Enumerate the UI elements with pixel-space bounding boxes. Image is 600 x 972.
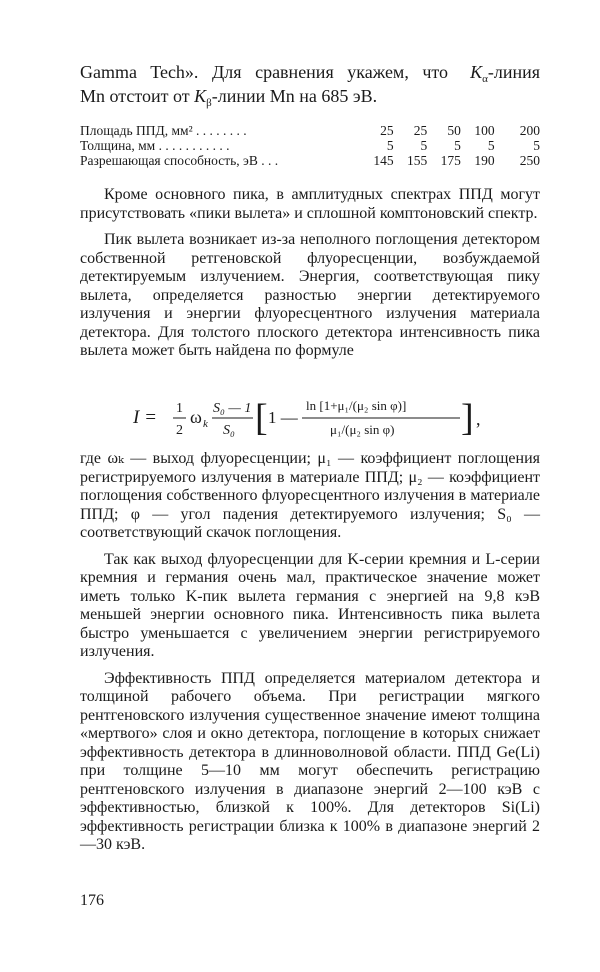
table-cell: 5 [420,138,428,153]
table-cell: 5 [454,138,461,153]
table-cell: 190 [474,153,495,168]
row-label: Разрешающая способность, эВ . . . [80,153,279,168]
table-cell: 200 [519,123,540,138]
table-cell: 250 [519,153,540,168]
row-label: Толщина, мм . . . . . . . . . . . [80,138,230,153]
body-text [80,186,540,361]
s-numerator: S₀ — 1 [213,401,252,416]
table-row [80,153,540,168]
table-row [80,123,540,138]
ln-numerator: ln [1+μ₁/(μ₂ sin φ)] [306,398,407,413]
intro-line-2-end: -линии Mn на 685 эВ. [211,86,378,106]
left-bracket: [ [255,397,268,439]
intro-line-1-end: -линия [487,62,540,82]
k-letter-2: K [194,86,207,106]
formula-svg [80,392,540,444]
table-cell: 175 [440,153,461,168]
omega-symbol: ω [190,407,202,427]
s-denominator: S₀ [223,423,235,438]
intro-line-2 [80,84,540,108]
intro-line-2-start: Mn отстоит от [80,86,190,106]
table-cell: 50 [447,123,461,138]
table-cell: 25 [380,123,394,138]
page-number: 176 [80,892,104,909]
table-cell: 155 [407,153,428,168]
body-text-2 [80,450,540,855]
alpha-subscript: α [482,73,488,85]
escape-peak-formula [80,392,540,444]
table-cell: 100 [474,123,495,138]
paragraph-fluorescence-yield: Так как выход флуоресценции для K-серии кремния и L-серии кремния и германия очень мал, практическое значение может иметь только K-пик вылета германия с энергией на 9,8 кэВ меньшей энергии основного пика. Интенсивность пика вылета быстро уменьшается с увеличением энергии регистрируемого излучения. [80,550,540,660]
table-cell: 25 [413,123,428,138]
table-cell: 5 [386,138,394,153]
omega-subscript: k [203,418,208,430]
table-cell: 5 [487,138,495,153]
paragraph-efficiency: Эффективность ППД определяется материалом детектора и толщиной рабочего объема. При регистрации мягкого рентгеновского излучения существенное значение имеют толщина «мертвого» слоя и окно детектора, поглощение в которых снижает эффективность детектора в длинноволновой области. ППД Ge(Li) при толщине 5—10 мм могут обеспечить регистрацию рентгеновского излучения в диапазоне энергий 2—100 кэВ с эффективностью, близкой к 100%. Для детекторов Si(Li) эффективность регистрации близка к 100% в диапазоне энергий 2—30 кэВ. [80,669,540,853]
formula-lhs: I = [133,407,157,428]
intro-line-1 [80,60,540,84]
half-numerator: 1 [176,401,183,416]
paragraph-comptons: Кроме основного пика, в амплитудных спектрах ППД могут присутствовать «пики вылета» и сплошной комптоновский спектр. [80,186,540,222]
formula-comma: , [476,409,481,429]
ln-denominator: μ₁/(μ₂ sin φ) [330,422,395,437]
one-minus: 1 — [268,408,298,427]
half-denominator: 2 [176,423,183,438]
row-label: Площадь ППД, мм² . . . . . . . . [80,123,247,138]
table-row [80,138,540,153]
detector-parameters-table [80,123,540,168]
right-bracket: ] [461,397,474,439]
table-cell: 5 [533,138,540,153]
paragraph-variables: где ωₖ — выход флуоресценции; μ₁ — коэффициент поглощения регистрируемого излучения в материале ППД; μ₂ — коэффициент поглощения собственного флуоресцентного излучения в материале ППД; φ — угол падения детектируемого излучения; S₀ — соответствующий скачок поглощения. [80,450,540,541]
k-letter: K [470,62,483,82]
beta-subscript: β [206,97,212,109]
intro-text [80,60,540,108]
table-cell: 145 [373,153,394,168]
intro-line-1-text: Gamma Tech». Для сравнения укажем, что [80,62,449,82]
paragraph-escape-peak: Пик вылета возникает из-за неполного поглощения детектором собственной ретгеновской флуоресценции, возбуждаемой детектируемым излучением. Энергия, соответствующая пику вылета, определяется разностью энергии детектируемого излучения и энергии флуоресцентного излучения материала детектора. Для толстого плоского детектора интенсивность пика вылета может быть найдена по формуле [80,231,540,359]
